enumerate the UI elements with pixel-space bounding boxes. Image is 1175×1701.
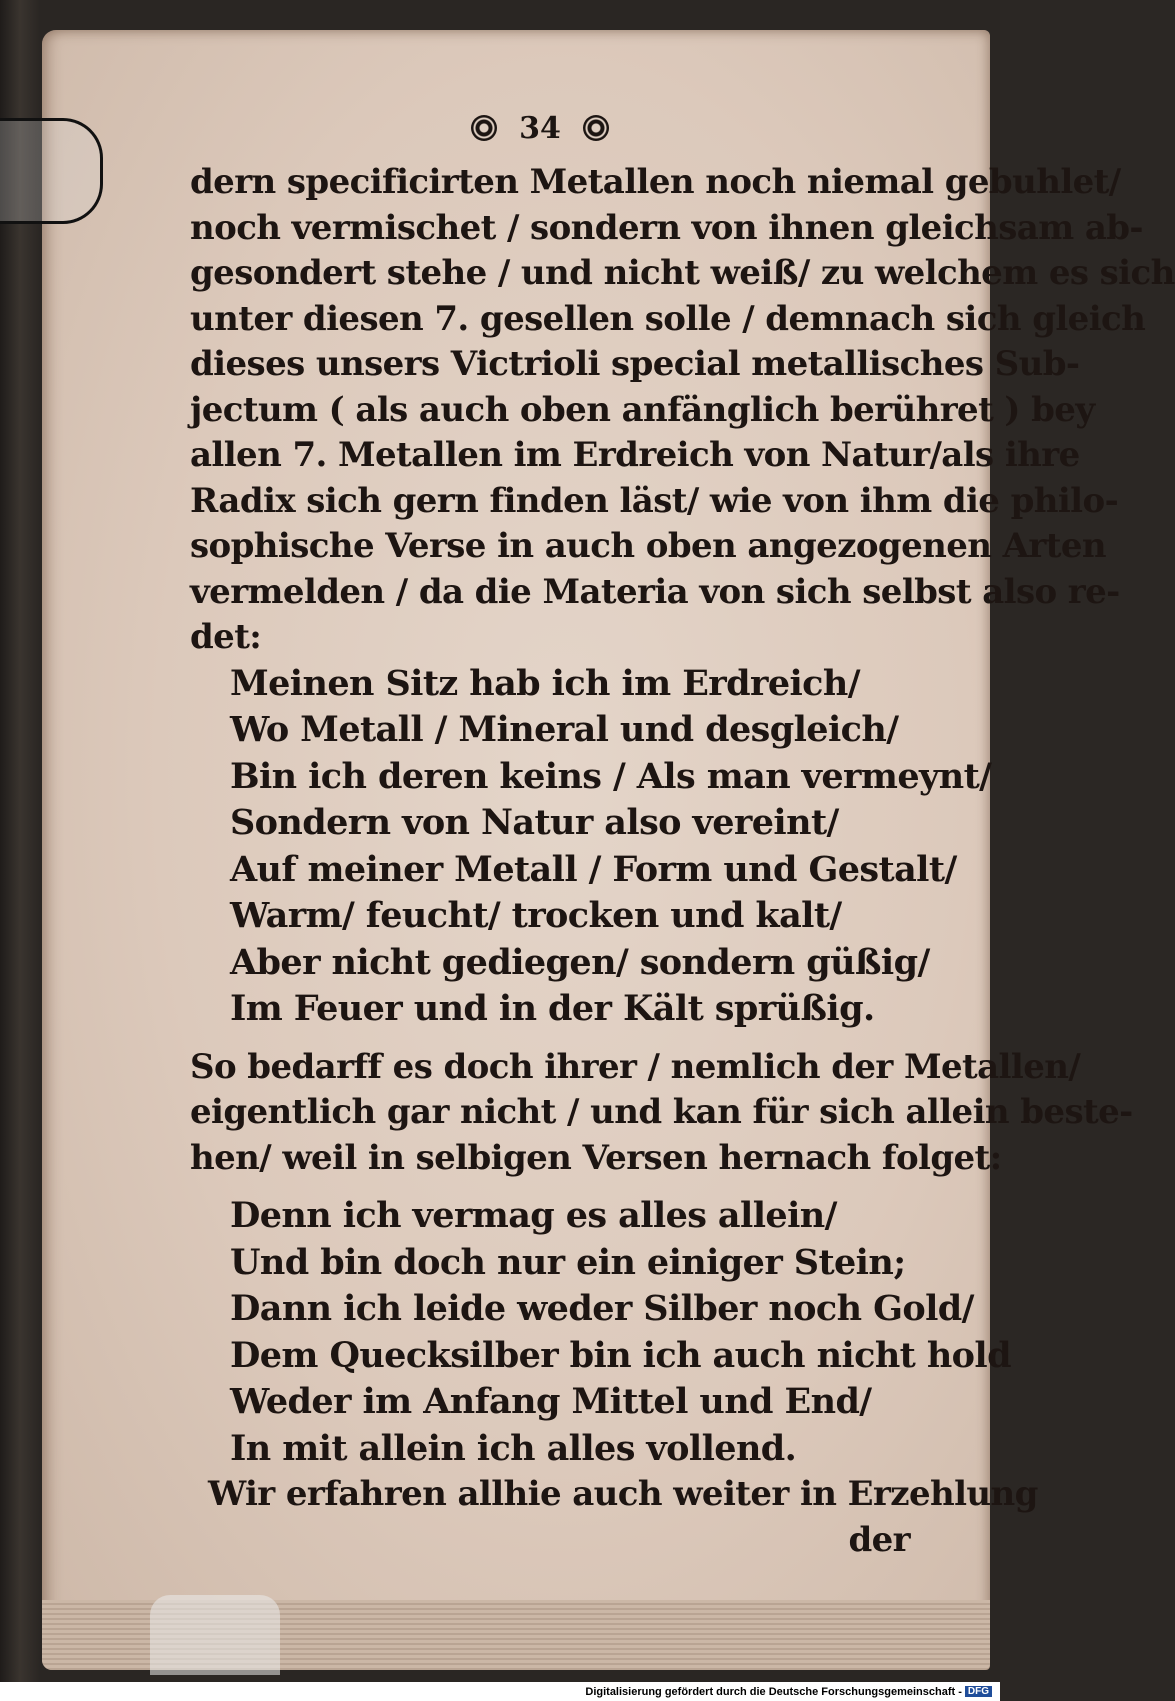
verse-line: Meinen Sitz hab ich im Erdreich/ [230,662,860,704]
text-line: gesondert stehe / und nicht weiß/ zu welchem es sich [190,253,1175,293]
spacer [190,1181,950,1193]
verse-line: Aber nicht gediegen/ sondern güßig/ [230,941,930,983]
spacer [190,1033,950,1045]
footer-bar [0,1682,1000,1701]
page-clip-bottom [150,1595,280,1675]
text-line: hen/ weil in selbigen Versen hernach folget: [190,1137,1002,1178]
verse-line: Wo Metall / Mineral und desgleich/ [230,709,899,750]
funding-credit: Digitalisierung gefördert durch die Deutsche Forschungsgemeinschaft - [585,1685,962,1698]
text-line: jectum ( als auch oben anfänglich berühret ) bey [190,389,1095,430]
verse-line: Auf meiner Metall / Form und Gestalt/ [230,848,957,890]
verse-line: Bin ich deren keins / Als man vermeynt/ [230,755,992,797]
ornament-right-icon [583,115,609,141]
verse-line: In mit allein ich alles vollend. [230,1427,797,1469]
page-clip-top [0,118,103,224]
verse-line: Warm/ feucht/ trocken und kalt/ [230,895,842,936]
verse-line: Weder im Anfang Mittel und End/ [230,1381,872,1422]
text-line: allen 7. Metallen im Erdreich von Natur/als ihre [190,435,1080,475]
verse-line: Denn ich vermag es alles allein/ [230,1195,837,1236]
verse-line: Dem Quecksilber bin ich auch nicht hold [230,1334,1011,1376]
text-line: Radix sich gern finden läst/ wie von ihm die philo- [190,480,1119,521]
dfg-logo-icon: DFG [965,1686,992,1697]
page-header [440,108,640,148]
text-line: noch vermischet / sondern von ihnen gleichsam ab- [190,207,1143,248]
text-line: eigentlich gar nicht / und kan für sich allein beste- [190,1092,1133,1132]
text-line: dern specificirten Metallen noch niemal gebuhlet/ [190,162,1121,202]
text-line: So bedarff es doch ihrer / nemlich der Metallen/ [190,1046,1081,1087]
text-line: sophische Verse in auch oben angezogenen Arten [190,526,1106,566]
page-body [190,160,1175,1563]
text-line: det: [190,617,262,657]
text-line: unter diesen 7. gesellen solle / demnach sich gleich [190,298,1146,339]
text-line: dieses unsers Victrioli special metallisches Sub- [190,344,1080,384]
catchword: der [848,1519,910,1560]
verse-line: Dann ich leide weder Silber noch Gold/ [230,1288,974,1329]
text-line: vermelden / da die Materia von sich selbst also re- [190,571,1120,612]
text-line: Wir erfahren allhie auch weiter in Erzehlung [208,1474,1038,1514]
ornament-left-icon [471,115,497,141]
verse-line: Sondern von Natur also vereint/ [230,802,839,843]
verse-line: Im Feuer und in der Kält sprüßig. [230,988,875,1029]
verse-line: Und bin doch nur ein einiger Stein; [230,1241,906,1283]
page-number: 34 [519,110,561,146]
